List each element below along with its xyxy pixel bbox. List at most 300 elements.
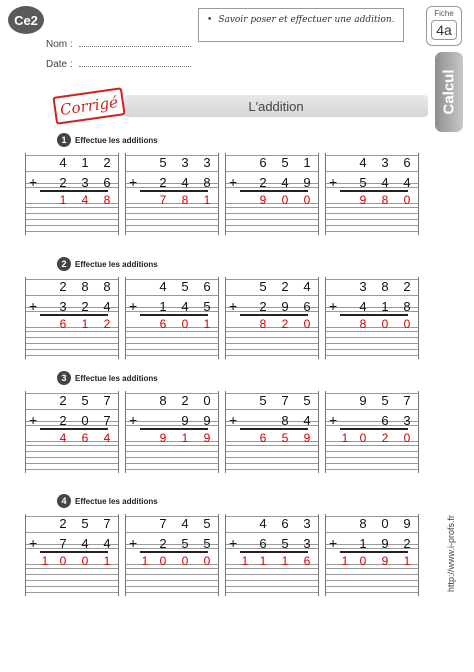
grid-line [326,580,418,581]
result-digit: 1 [81,317,89,331]
sum-rule [340,314,408,316]
plus-sign: + [129,535,138,551]
grid-line [226,469,318,470]
plus-sign: + [229,174,238,190]
grid-line [126,225,218,226]
corrige-stamp [52,87,125,124]
grid-line [326,586,418,587]
fiche-number: 4a [431,20,457,40]
result-digit: 4 [59,431,67,445]
addend-digit: 6 [403,154,411,170]
addend-digit: 2 [103,154,111,170]
grid-line [26,349,118,350]
addend-digit: 3 [403,412,411,428]
section-number: 2 [57,257,71,271]
addend-digit: 2 [59,515,67,531]
addend-digit: 2 [81,298,89,314]
result-digit: 9 [159,431,167,445]
sum-rule [40,314,108,316]
addend-digit: 0 [381,515,389,531]
addend-digit: 1 [359,535,367,551]
addition-problem [125,153,219,235]
grid-line [226,451,318,452]
addend-digit: 7 [103,392,111,408]
result-digit: 8 [381,193,389,207]
addend-digit: 5 [159,154,167,170]
addend-digit: 2 [181,392,189,408]
grid-line [126,463,218,464]
grid-line [126,219,218,220]
grid-line [326,337,418,338]
addend-digit: 1 [159,298,167,314]
result-digit: 5 [281,431,289,445]
addend-digit: 1 [81,154,89,170]
grid-line [326,219,418,220]
addend-digit: 8 [381,278,389,294]
addend-digit: 2 [159,174,167,190]
addend-digit: 4 [281,174,289,190]
result-digit: 1 [259,554,267,568]
page-title: L'addition [248,98,304,114]
result-digit: 0 [403,431,411,445]
section-header [57,257,158,271]
title-bar [124,95,428,117]
grid-line [126,337,218,338]
grid-line [126,231,218,232]
addend-digit: 9 [281,298,289,314]
addition-problem [225,391,319,473]
result-digit: 0 [303,317,311,331]
objective-box [198,8,404,42]
grid-line [326,213,418,214]
result-digit: 9 [303,431,311,445]
addition-problem [325,391,419,473]
grid-line [226,580,318,581]
grid-line [326,451,418,452]
plus-sign: + [29,535,38,551]
plus-sign: + [329,298,338,314]
addend-digit: 6 [381,412,389,428]
nom-line [79,38,191,47]
addend-digit: 6 [259,154,267,170]
addition-problem [225,277,319,359]
section-header [57,494,158,508]
addend-digit: 3 [303,515,311,531]
grid-line [226,457,318,458]
plus-sign: + [229,298,238,314]
result-digit: 0 [403,193,411,207]
result-digit: 6 [159,317,167,331]
addend-digit: 2 [259,298,267,314]
addend-digit: 5 [281,154,289,170]
addend-digit: 4 [103,298,111,314]
addend-digit: 4 [303,412,311,428]
addend-digit: 4 [159,278,167,294]
addition-problem [125,277,219,359]
plus-sign: + [229,412,238,428]
grid-line [326,409,418,410]
grid-line [126,574,218,575]
addend-digit [156,412,170,428]
grid-line [26,343,118,344]
grid-line [126,592,218,593]
addend-digit: 8 [281,412,289,428]
section-instruction: Effectue les additions [75,496,158,506]
grid-line [26,574,118,575]
grid-line [226,463,318,464]
grid-line [126,295,218,296]
grid-line [226,295,318,296]
addition-problem [25,391,119,473]
addend-digit: 0 [81,412,89,428]
fiche-label: Fiche [434,9,454,18]
addend-digit: 1 [381,298,389,314]
section-instruction: Effectue les additions [75,259,158,269]
addend-digit: 4 [59,154,67,170]
addend-digit: 4 [81,535,89,551]
grid-line [226,337,318,338]
addend-digit: 4 [381,174,389,190]
result-digit: 1 [41,554,49,568]
grid-line [326,231,418,232]
grid-line [26,469,118,470]
addend-digit: 2 [281,278,289,294]
plus-sign: + [129,174,138,190]
section-instruction: Effectue les additions [75,135,158,145]
result-digit: 7 [159,193,167,207]
grid-line [26,219,118,220]
addend-digit: 9 [403,515,411,531]
addition-problem [225,153,319,235]
addend-digit: 5 [81,392,89,408]
addend-digit: 8 [403,298,411,314]
addend-digit: 4 [359,154,367,170]
grid-line [326,295,418,296]
grid-line [226,355,318,356]
section-number: 4 [57,494,71,508]
result-digit: 8 [259,317,267,331]
result-digit: 6 [81,431,89,445]
result-digit: 9 [359,193,367,207]
addend-digit: 3 [381,154,389,170]
addend-digit: 0 [203,392,211,408]
grid-line [326,355,418,356]
grid-line [26,409,118,410]
result-digit: 0 [381,317,389,331]
addend-digit: 5 [303,392,311,408]
addend-digit: 6 [103,174,111,190]
addend-digit: 5 [181,278,189,294]
result-digit: 1 [403,554,411,568]
result-digit: 6 [303,554,311,568]
grid-line [26,463,118,464]
sum-rule [340,190,408,192]
result-digit: 0 [59,554,67,568]
grid-line [126,355,218,356]
addition-problem [25,153,119,235]
date-line [79,58,191,67]
addend-digit: 9 [181,412,189,428]
addend-digit: 6 [259,535,267,551]
addend-digit [256,412,270,428]
plus-sign: + [29,412,38,428]
grid-line [326,463,418,464]
addend-digit: 8 [159,392,167,408]
plus-sign: + [329,412,338,428]
addend-digit: 7 [159,515,167,531]
addend-digit: 5 [81,515,89,531]
addend-digit: 5 [203,298,211,314]
addition-problem [225,514,319,596]
addition-problem [125,391,219,473]
section-header [57,371,158,385]
grid-line [126,349,218,350]
addend-digit: 9 [303,174,311,190]
addend-digit: 2 [59,278,67,294]
grid-line [26,213,118,214]
addend-digit: 6 [203,278,211,294]
result-digit: 0 [81,554,89,568]
addend-digit: 8 [359,515,367,531]
grid-line [126,451,218,452]
addend-digit: 9 [359,392,367,408]
grid-line [26,457,118,458]
result-digit: 1 [59,193,67,207]
result-digit: 2 [381,431,389,445]
sum-rule [140,190,208,192]
grid-line [226,343,318,344]
addend-digit: 5 [181,535,189,551]
result-digit: 1 [281,554,289,568]
grid-line [226,409,318,410]
addend-digit [356,412,370,428]
result-digit: 0 [203,554,211,568]
grid-line [226,171,318,172]
result-digit: 4 [103,431,111,445]
addend-digit: 2 [159,535,167,551]
plus-sign: + [29,298,38,314]
result-digit: 1 [103,554,111,568]
addend-digit: 5 [203,535,211,551]
addend-digit: 4 [359,298,367,314]
addend-digit: 3 [359,278,367,294]
addend-digit: 6 [303,298,311,314]
grid-line [126,171,218,172]
addend-digit: 4 [181,298,189,314]
grid-line [126,213,218,214]
result-digit: 0 [303,193,311,207]
grid-line [326,532,418,533]
addend-digit: 4 [181,515,189,531]
grid-line [26,171,118,172]
addend-digit: 7 [403,392,411,408]
grid-line [326,171,418,172]
plus-sign: + [329,174,338,190]
sum-rule [40,428,108,430]
corrige-label: Corrigé [58,93,120,119]
addend-digit: 4 [103,535,111,551]
grid-line [26,580,118,581]
grid-line [126,457,218,458]
addend-digit: 5 [381,392,389,408]
addend-digit: 2 [259,174,267,190]
addend-digit: 7 [103,515,111,531]
grid-line [226,213,318,214]
grid-line [126,409,218,410]
result-digit: 0 [359,431,367,445]
section-number: 3 [57,371,71,385]
result-digit: 9 [259,193,267,207]
nom-field [46,38,191,50]
sum-rule [240,190,308,192]
result-digit: 1 [341,554,349,568]
grid-line [26,451,118,452]
result-digit: 1 [241,554,249,568]
grid-line [26,532,118,533]
addend-digit: 5 [203,515,211,531]
grid-line [26,355,118,356]
section-header [57,133,158,147]
grid-line [226,225,318,226]
objective-bullet: • [207,15,213,25]
grid-line [126,532,218,533]
grid-line [226,349,318,350]
addition-problem [25,514,119,596]
result-digit: 1 [341,431,349,445]
addend-digit: 1 [303,154,311,170]
grid-line [26,295,118,296]
result-digit: 0 [403,317,411,331]
grid-line [226,592,318,593]
result-digit: 1 [141,554,149,568]
section-number: 1 [57,133,71,147]
result-digit: 2 [281,317,289,331]
addend-digit: 4 [303,278,311,294]
addend-digit: 9 [203,412,211,428]
grid-line [26,231,118,232]
plus-sign: + [329,535,338,551]
grid-line [26,225,118,226]
addend-digit: 5 [359,174,367,190]
addition-problem [125,514,219,596]
addend-digit: 7 [103,412,111,428]
grid-line [326,349,418,350]
addend-digit: 5 [281,535,289,551]
plus-sign: + [29,174,38,190]
result-digit: 6 [259,431,267,445]
addition-problem [325,514,419,596]
grid-line [226,586,318,587]
grid-line [226,532,318,533]
section-instruction: Effectue les additions [75,373,158,383]
result-digit: 6 [59,317,67,331]
grid-line [226,231,318,232]
result-digit: 0 [181,317,189,331]
addend-digit: 2 [403,535,411,551]
addend-digit: 6 [281,515,289,531]
sum-rule [240,428,308,430]
objective-text: Savoir poser et effectuer une addition. [218,15,395,25]
addend-digit: 4 [259,515,267,531]
result-digit: 1 [181,431,189,445]
addend-digit: 4 [403,174,411,190]
grid-line [26,586,118,587]
addend-digit: 7 [281,392,289,408]
addend-digit: 2 [59,412,67,428]
grid-line [326,225,418,226]
date-field [46,58,191,70]
grid-line [126,586,218,587]
plus-sign: + [129,298,138,314]
addend-digit: 5 [259,392,267,408]
result-digit: 8 [181,193,189,207]
plus-sign: + [129,412,138,428]
addend-digit: 8 [203,174,211,190]
grid-line [26,337,118,338]
addend-digit: 8 [81,278,89,294]
addend-digit: 3 [303,535,311,551]
grid-line [26,592,118,593]
result-digit: 1 [203,317,211,331]
grid-line [326,457,418,458]
result-digit: 0 [159,554,167,568]
grid-line [226,574,318,575]
grid-line [226,219,318,220]
addend-digit: 9 [381,535,389,551]
addend-digit: 3 [59,298,67,314]
addend-digit: 8 [103,278,111,294]
grid-line [326,592,418,593]
grid-line [126,580,218,581]
nom-label: Nom : [46,39,73,50]
result-digit: 8 [359,317,367,331]
addition-problem [25,277,119,359]
category-tab [435,52,463,132]
grid-line [326,574,418,575]
sum-rule [40,190,108,192]
addend-digit: 7 [59,535,67,551]
addition-problem [325,153,419,235]
result-digit: 9 [203,431,211,445]
site-url: http://www.i-profs.fr [446,514,456,592]
grid-line [126,343,218,344]
addend-digit: 3 [81,174,89,190]
result-digit: 9 [381,554,389,568]
result-digit: 0 [281,193,289,207]
result-digit: 4 [81,193,89,207]
addend-digit: 2 [403,278,411,294]
addend-digit: 4 [181,174,189,190]
result-digit: 2 [103,317,111,331]
addend-digit: 3 [203,154,211,170]
sum-rule [140,428,208,430]
grid-line [326,469,418,470]
date-label: Date : [46,59,73,70]
addend-digit: 2 [59,392,67,408]
fiche-box [426,6,462,46]
result-digit: 0 [359,554,367,568]
result-digit: 8 [103,193,111,207]
plus-sign: + [229,535,238,551]
result-digit: 0 [181,554,189,568]
level-badge: Ce2 [8,6,44,34]
addition-problem [325,277,419,359]
addend-digit: 3 [181,154,189,170]
result-digit: 1 [203,193,211,207]
grid-line [326,343,418,344]
category-label: Calcul [440,69,458,115]
grid-line [126,469,218,470]
